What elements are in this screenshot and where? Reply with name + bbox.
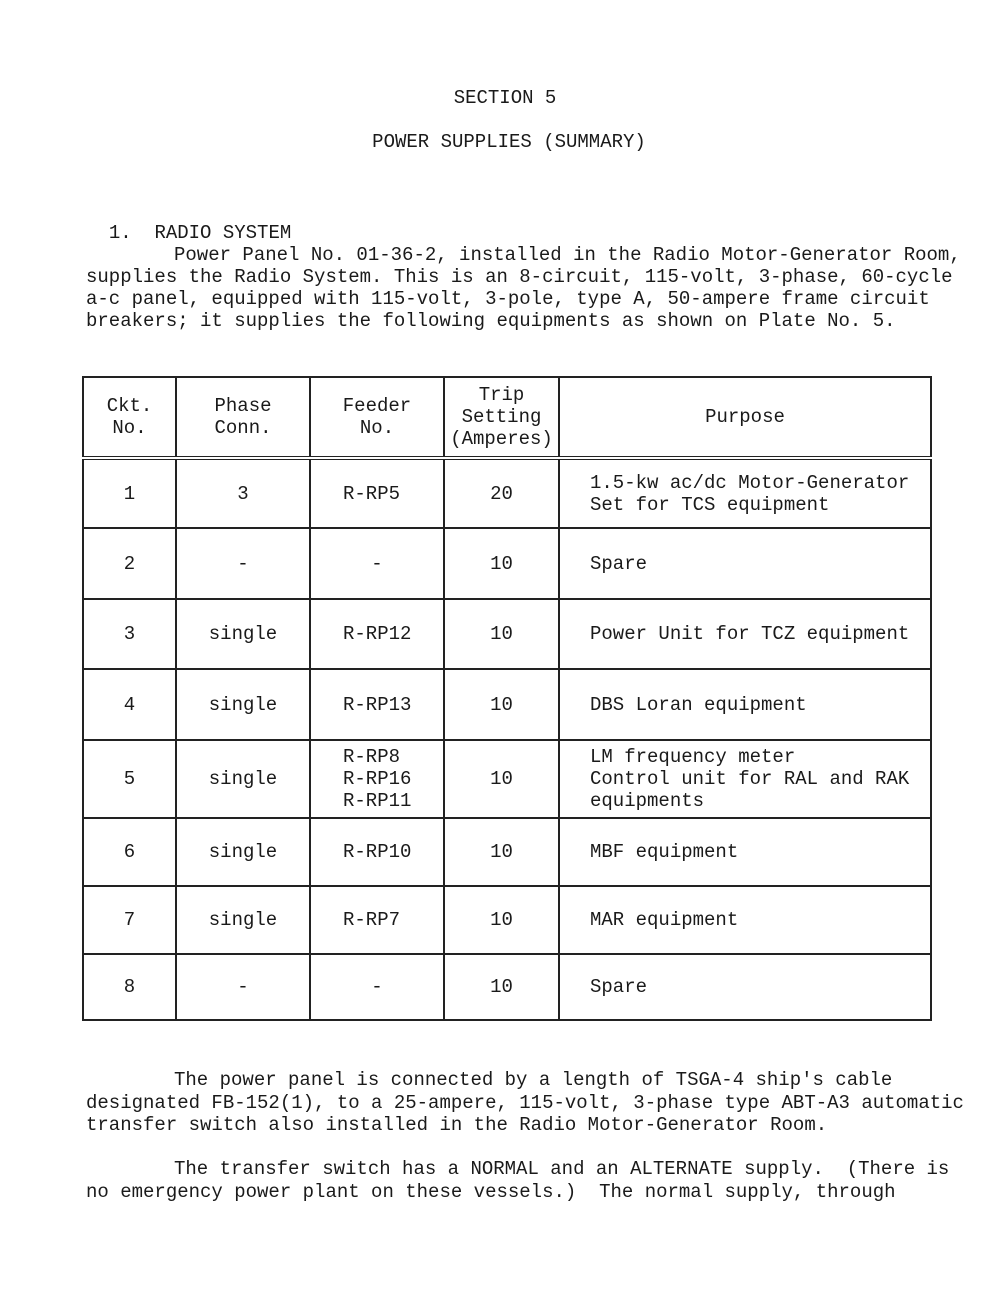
- cell-trip: 10: [444, 528, 559, 599]
- cell-trip: 10: [444, 740, 559, 818]
- subsection-heading: [86, 200, 291, 244]
- intro-line: a-c panel, equipped with 115-volt, 3-pole, type A, 50-ampere frame circuit: [86, 288, 930, 310]
- cell-phase: 3: [176, 458, 310, 528]
- cell-purpose: Spare: [559, 954, 931, 1020]
- cell-purpose: 1.5-kw ac/dc Motor-Generator Set for TCS equipment: [559, 458, 931, 528]
- cell-trip: 10: [444, 669, 559, 740]
- cell-purpose: MBF equipment: [559, 818, 931, 886]
- cell-purpose: Spare: [559, 528, 931, 599]
- cell-trip: 10: [444, 818, 559, 886]
- cell-ckt: 1: [83, 458, 176, 528]
- table-row: [83, 886, 931, 954]
- cell-purpose: Power Unit for TCZ equipment: [559, 599, 931, 669]
- cell-feeder: R-RP5: [310, 458, 444, 528]
- header-ckt-no: Ckt. No.: [83, 377, 176, 458]
- header-phase-conn: Phase Conn.: [176, 377, 310, 458]
- paragraph-line: transfer switch also installed in the Radio Motor-Generator Room.: [86, 1114, 828, 1136]
- cell-ckt: 8: [83, 954, 176, 1020]
- cell-trip: 10: [444, 599, 559, 669]
- header-feeder-no: Feeder No.: [310, 377, 444, 458]
- table-row: [83, 954, 931, 1020]
- page-title: POWER SUPPLIES (SUMMARY): [372, 131, 646, 153]
- cell-feeder: R-RP10: [310, 818, 444, 886]
- cell-ckt: 2: [83, 528, 176, 599]
- cell-feeder: R-RP12: [310, 599, 444, 669]
- cell-ckt: 7: [83, 886, 176, 954]
- cell-phase: single: [176, 818, 310, 886]
- paragraph-line: designated FB-152(1), to a 25-ampere, 115-volt, 3-phase type ABT-A3 automatic: [86, 1092, 964, 1114]
- intro-line: breakers; it supplies the following equipments as shown on Plate No. 5.: [86, 310, 896, 332]
- intro-line: Power Panel No. 01-36-2, installed in the Radio Motor-Generator Room,: [174, 244, 961, 266]
- subsection-number: 1.: [108, 222, 132, 244]
- header-purpose: Purpose: [559, 377, 931, 458]
- cell-ckt: 4: [83, 669, 176, 740]
- paragraph-line: no emergency power plant on these vessels.) The normal supply, through: [86, 1181, 896, 1203]
- cell-feeder: R-RP13: [310, 669, 444, 740]
- table-row: [83, 669, 931, 740]
- cell-ckt: 6: [83, 818, 176, 886]
- paragraph-line: The power panel is connected by a length of TSGA-4 ship's cable: [174, 1069, 893, 1091]
- cell-feeder: R-RP7: [310, 886, 444, 954]
- table-row: [83, 740, 931, 818]
- cell-phase: -: [176, 528, 310, 599]
- table-row: [83, 599, 931, 669]
- cell-purpose: LM frequency meter Control unit for RAL and RAK equipments: [559, 740, 931, 818]
- cell-phase: single: [176, 599, 310, 669]
- cell-phase: single: [176, 669, 310, 740]
- table-row: [83, 458, 931, 528]
- header-trip-setting: Trip Setting (Amperes): [444, 377, 559, 458]
- cell-purpose: DBS Loran equipment: [559, 669, 931, 740]
- cell-ckt: 3: [83, 599, 176, 669]
- table-header-row: [83, 377, 931, 458]
- section-heading: SECTION 5: [453, 87, 557, 109]
- subsection-title: RADIO SYSTEM: [154, 222, 292, 244]
- table-row: [83, 818, 931, 886]
- cell-feeder: R-RP8 R-RP16 R-RP11: [310, 740, 444, 818]
- circuit-table: [82, 376, 932, 1021]
- cell-feeder: -: [310, 954, 444, 1020]
- cell-phase: single: [176, 740, 310, 818]
- intro-line: supplies the Radio System. This is an 8-circuit, 115-volt, 3-phase, 60-cycle: [86, 266, 953, 288]
- cell-trip: 10: [444, 886, 559, 954]
- cell-purpose: MAR equipment: [559, 886, 931, 954]
- cell-feeder: -: [310, 528, 444, 599]
- table-row: [83, 528, 931, 599]
- cell-trip: 10: [444, 954, 559, 1020]
- cell-trip: 20: [444, 458, 559, 528]
- cell-phase: -: [176, 954, 310, 1020]
- paragraph-line: The transfer switch has a NORMAL and an ALTERNATE supply. (There is: [174, 1158, 950, 1180]
- cell-ckt: 5: [83, 740, 176, 818]
- cell-phase: single: [176, 886, 310, 954]
